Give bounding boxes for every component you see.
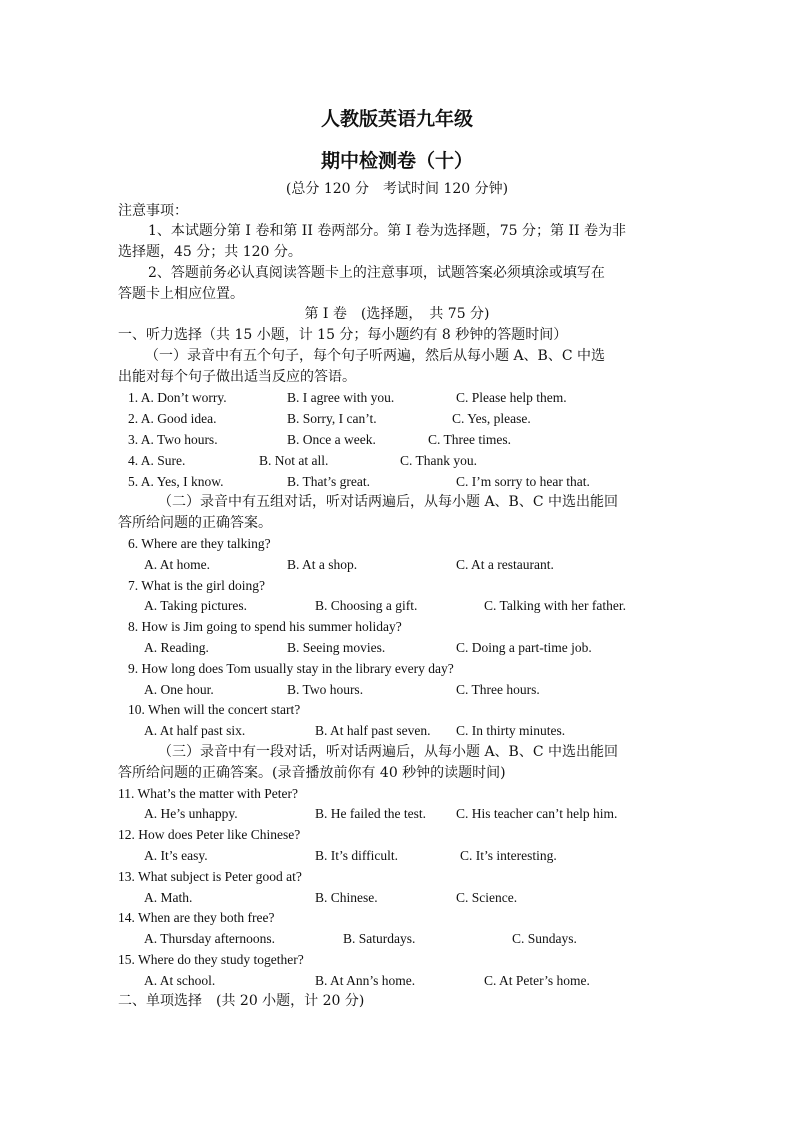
q11-option-b: B. He failed the test. — [315, 806, 426, 821]
section1-heading: 一、听力选择（共 15 小题，计 15 分；每小题约有 8 秒钟的答题时间） — [118, 327, 568, 343]
sub3-line2: 答所给问题的正确答案。(录音播放前你有 40 秒钟的读题时间) — [118, 765, 506, 781]
q13-option-a: A. Math. — [144, 890, 193, 905]
q15-option-b: B. At Ann’s home. — [315, 973, 416, 988]
q13-option-b: B. Chinese. — [315, 890, 378, 905]
q2-option-c: C. Yes, please. — [452, 411, 531, 426]
q6-option-c: C. At a restaurant. — [456, 557, 554, 572]
q8-option-b: B. Seeing movies. — [287, 640, 386, 655]
sub2-line1: （二）录音中有五组对话，听对话两遍后，从每小题 A、B、C 中选出能回 — [158, 494, 619, 510]
q5-option-a: 5. A. Yes, I know. — [128, 474, 224, 489]
q9-option-b: B. Two hours. — [287, 682, 364, 697]
q10-option-a: A. At half past six. — [144, 723, 246, 738]
q1-option-c: C. Please help them. — [456, 390, 567, 405]
q9-question: 9. How long does Tom usually stay in the library every day? — [128, 661, 454, 676]
q15-option-c: C. At Peter’s home. — [484, 973, 590, 988]
q9-option-a: A. One hour. — [144, 682, 214, 697]
q14-question: 14. When are they both free? — [118, 910, 275, 925]
q13-question: 13. What subject is Peter good at? — [118, 869, 302, 884]
q13-option-c: C. Science. — [456, 890, 518, 905]
q2-option-a: 2. A. Good idea. — [128, 411, 217, 426]
q7-question: 7. What is the girl doing? — [128, 578, 265, 593]
sub1-line2: 出能对每个句子做出适当反应的答语。 — [118, 369, 356, 385]
sub1-line1: （一）录音中有五个句子，每个句子听两遍，然后从每小题 A、B、C 中选 — [145, 348, 606, 364]
q11-question: 11. What’s the matter with Peter? — [118, 786, 298, 801]
q12-question: 12. How does Peter like Chinese? — [118, 827, 301, 842]
q15-question: 15. Where do they study together? — [118, 952, 304, 967]
q14-option-b: B. Saturdays. — [343, 931, 416, 946]
notes-item2-line1: 2、答题前务必认真阅读答题卡上的注意事项，试题答案必须填涂或填写在 — [148, 265, 605, 281]
q1-option-a: 1. A. Don’t worry. — [128, 390, 227, 405]
q3-option-b: B. Once a week. — [287, 432, 376, 447]
q10-option-b: B. At half past seven. — [315, 723, 431, 738]
q12-option-b: B. It’s difficult. — [315, 848, 398, 863]
q10-option-c: C. In thirty minutes. — [456, 723, 566, 738]
q6-option-b: B. At a shop. — [287, 557, 358, 572]
sub2-line2: 答所给问题的正确答案。 — [118, 515, 272, 531]
q12-option-c: C. It’s interesting. — [460, 848, 557, 863]
exam-subtitle: 期中检测卷（十） — [320, 150, 473, 172]
q9-option-c: C. Three hours. — [456, 682, 540, 697]
q8-option-a: A. Reading. — [144, 640, 209, 655]
q6-option-a: A. At home. — [144, 557, 210, 572]
notes-item1-line1: 1、本试题分第 I 卷和第 II 卷两部分。第 I 卷为选择题，75 分；第 II 卷为非 — [148, 223, 626, 239]
q3-option-c: C. Three times. — [428, 432, 511, 447]
q4-option-a: 4. A. Sure. — [128, 453, 186, 468]
q3-option-a: 3. A. Two hours. — [128, 432, 218, 447]
q12-option-a: A. It’s easy. — [144, 848, 208, 863]
q2-option-b: B. Sorry, I can’t. — [287, 411, 377, 426]
q11-option-c: C. His teacher can’t help him. — [456, 806, 618, 821]
q14-option-a: A. Thursday afternoons. — [144, 931, 275, 946]
q8-option-c: C. Doing a part-time job. — [456, 640, 592, 655]
part1-heading: 第 I 卷 (选择题， 共 75 分) — [304, 306, 490, 322]
notes-heading: 注意事项： — [118, 203, 188, 219]
q10-question: 10. When will the concert start? — [128, 702, 301, 717]
q7-option-a: A. Taking pictures. — [144, 598, 248, 613]
sub3-line1: （三）录音中有一段对话，听对话两遍后，从每小题 A、B、C 中选出能回 — [158, 744, 619, 760]
q11-option-a: A. He’s unhappy. — [144, 806, 238, 821]
q4-option-b: B. Not at all. — [259, 453, 329, 468]
q6-question: 6. Where are they talking? — [128, 536, 271, 551]
q4-option-c: C. Thank you. — [400, 453, 477, 468]
q14-option-c: C. Sundays. — [512, 931, 577, 946]
exam-meta: (总分 120 分 考试时间 120 分钟) — [285, 181, 509, 197]
notes-item2-line2: 答题卡上相应位置。 — [118, 286, 244, 302]
q7-option-b: B. Choosing a gift. — [315, 598, 418, 613]
q1-option-b: B. I agree with you. — [287, 390, 395, 405]
notes-item1-line2: 选择题，45 分；共 120 分。 — [118, 244, 302, 260]
q5-option-c: C. I’m sorry to hear that. — [456, 474, 590, 489]
q5-option-b: B. That’s great. — [287, 474, 370, 489]
exam-title: 人教版英语九年级 — [320, 108, 473, 130]
q8-question: 8. How is Jim going to spend his summer holiday? — [128, 619, 402, 634]
section2-heading: 二、单项选择 (共 20 小题，计 20 分) — [118, 993, 365, 1009]
q7-option-c: C. Talking with her father. — [484, 598, 627, 613]
q15-option-a: A. At school. — [144, 973, 216, 988]
